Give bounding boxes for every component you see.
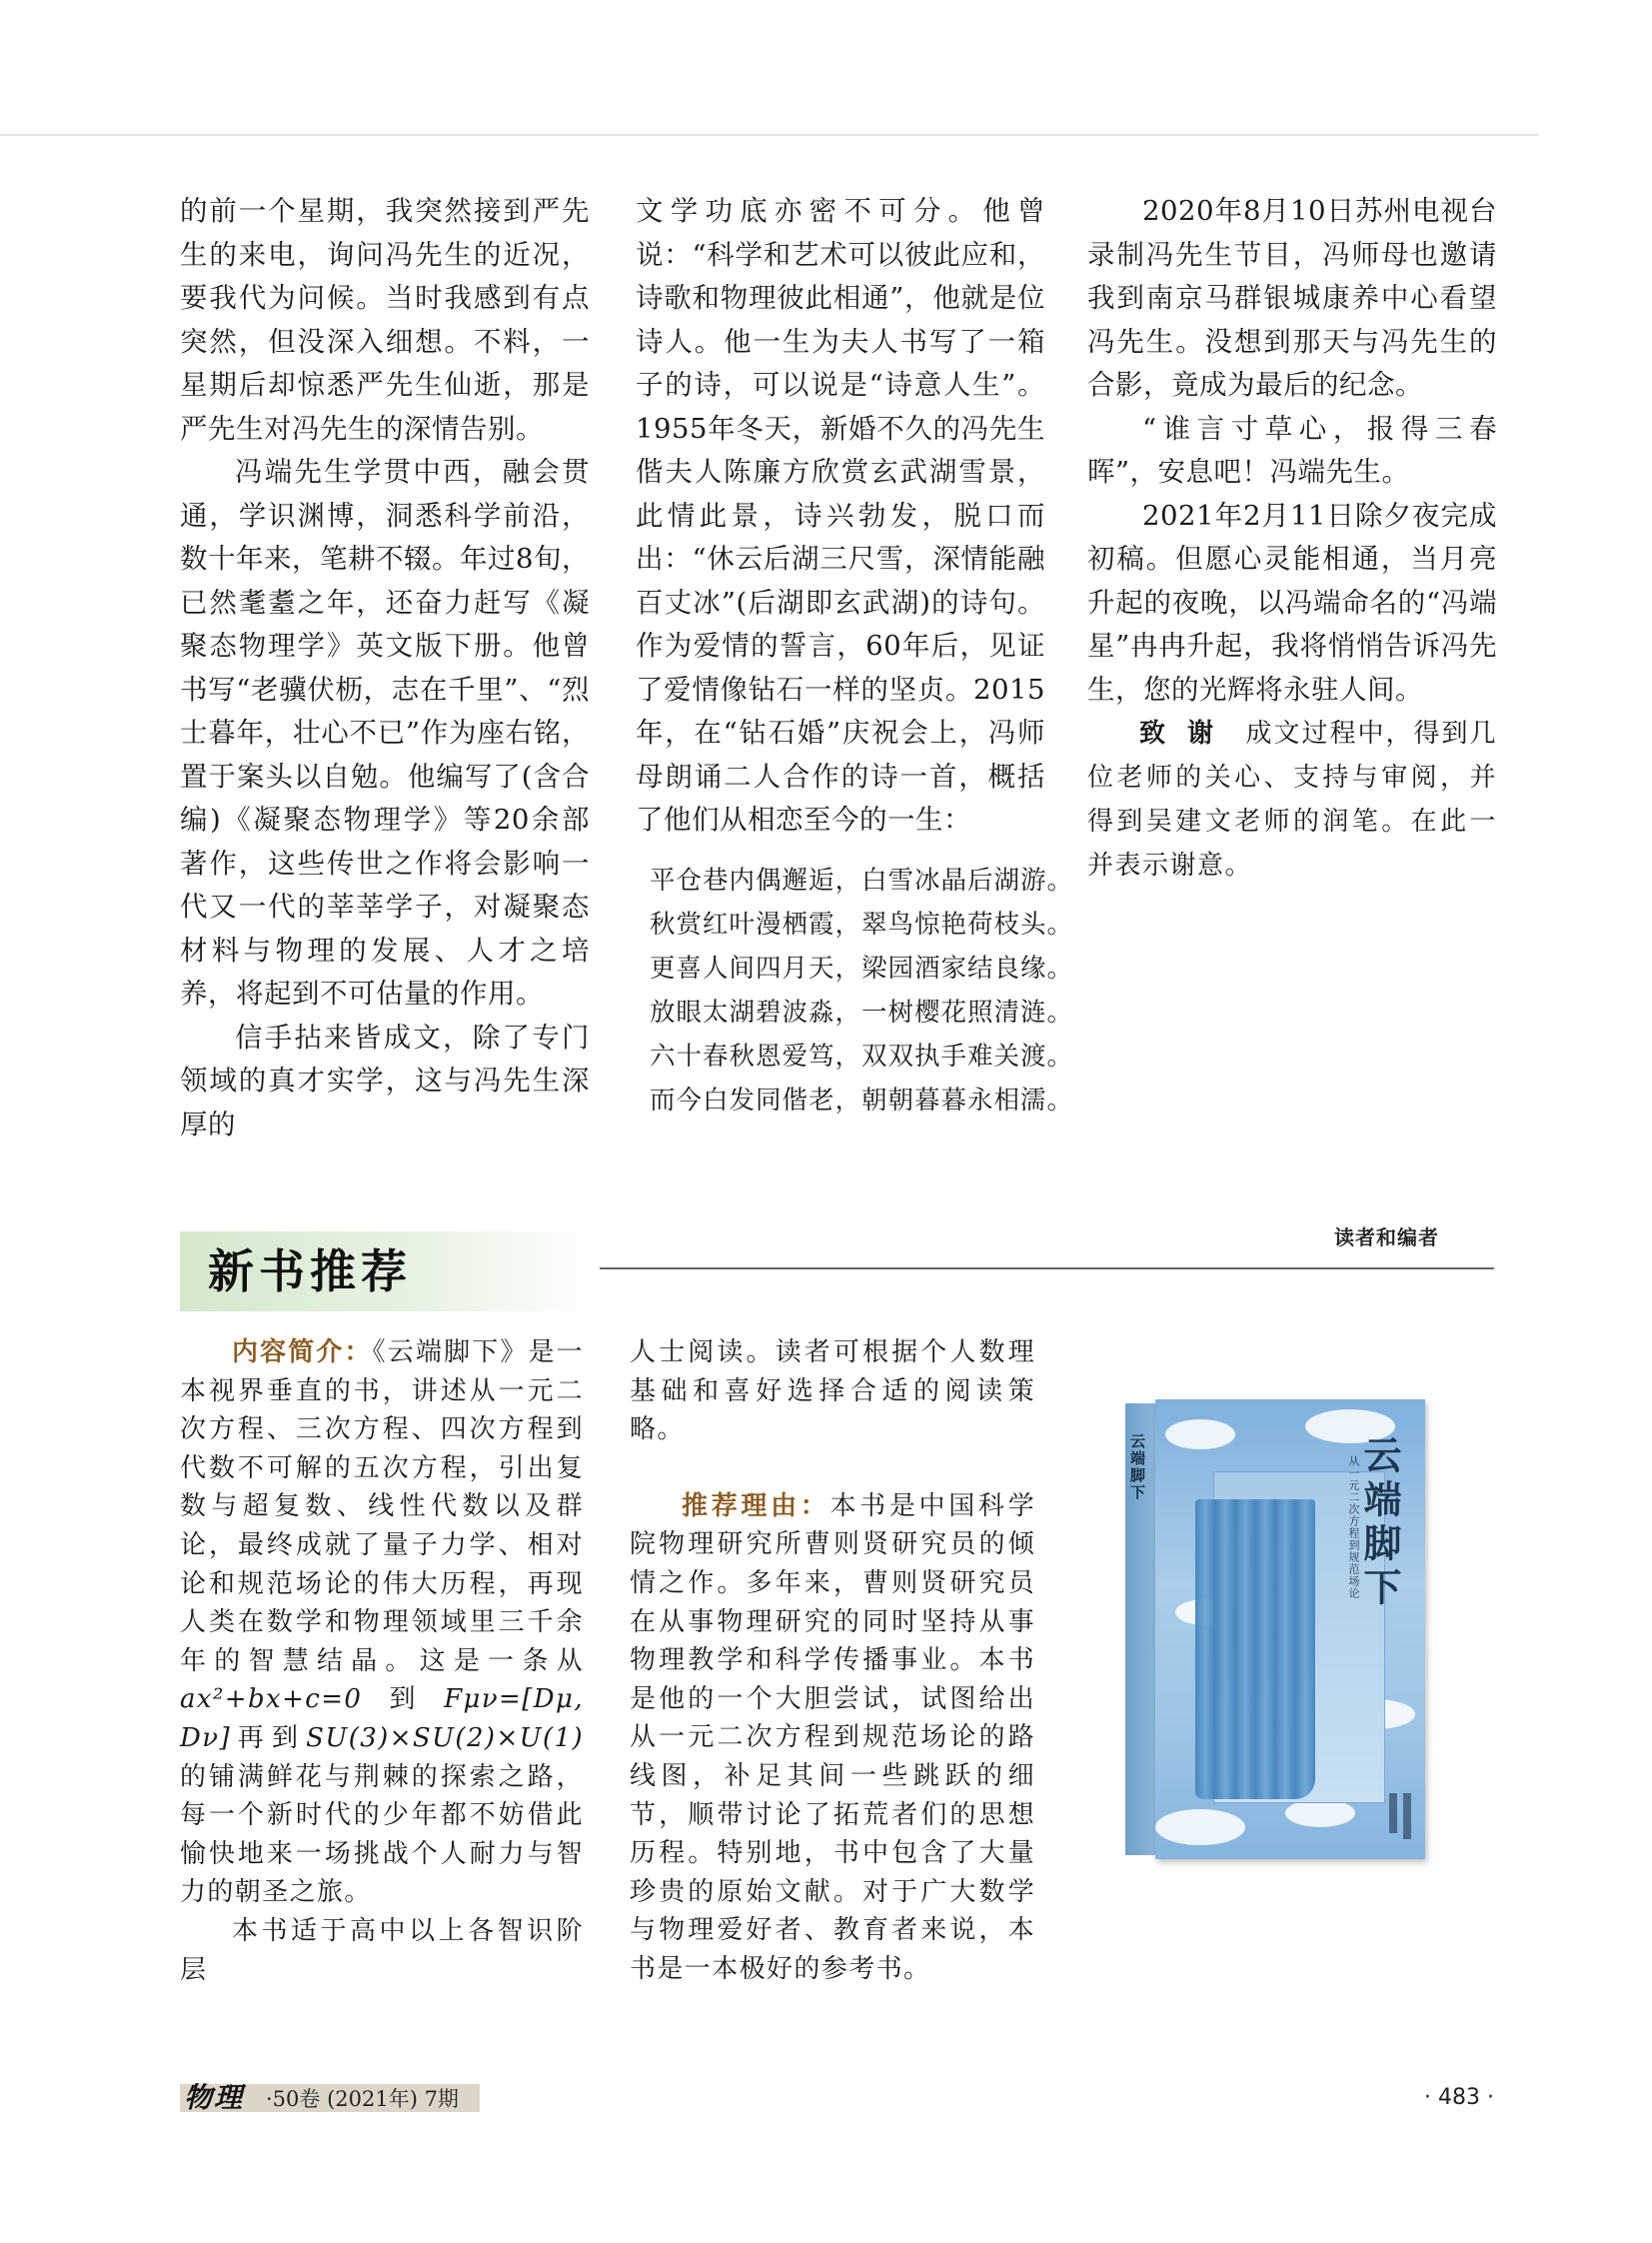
- cloud-shape: [1155, 1809, 1245, 1845]
- equation: ax²+bx+c=0: [180, 1684, 363, 1715]
- recommend-paragraph: [630, 1487, 1035, 1989]
- intro-text: 再到: [231, 1722, 307, 1753]
- equation: Fμν=[Dμ, Dν]: [180, 1684, 584, 1753]
- intro-text: 的铺满鲜花与荆棘的探索之路，每一个新时代的少年都不妨借此愉快地来一场挑战个人耐力与智力的朝圣之旅。: [180, 1761, 584, 1908]
- poem: [636, 859, 1074, 1122]
- intro-text: 到: [362, 1684, 445, 1715]
- recommend-text: 本书是中国科学院物理研究所曹则贤研究员的倾情之作。多年来，曹则贤研究员在从事物理研究的同时坚持从事物理教学和科学传播事业。本书是他的一个大胆尝试，试图给出从一元二次方程到规范场论的路线图，补足其间一些跳跃的细节，顺带讨论了拓荒者们的思想历程。特别地，书中包含了大量珍贵的原始文献。对于广大数学与物理爱好者、教育者来说，本书是一本极好的参考书。: [630, 1490, 1035, 1984]
- book-intro-paragraph: [180, 1333, 584, 1912]
- poem-line: 放眼太湖碧波淼，一树樱花照清涟。: [650, 997, 1074, 1028]
- curtain-illustration: [1195, 1499, 1315, 1799]
- article-paragraph: 文学功底亦密不可分。他曾说：“科学和艺术可以彼此应和，诗歌和物理彼此相通”，他就是位诗人。他一生为夫人书写了一箱子的诗，可以说是“诗意人生”。1955年冬天，新婚不久的冯先生偕夫人陈廉方欣赏玄武湖雪景，此情此景，诗兴勃发，脱口而出：“休云后湖三尺雪，深情能融百丈冰”(后湖即玄武湖)的诗句。作为爱情的誓言，60年后，见证了爱情像钻石一样的坚贞。2015年，在“钻石婚”庆祝会上，冯师母朗诵二人合作的诗一首，概括了他们从相恋至今的一生：: [636, 195, 1045, 836]
- recommend-column: [630, 1333, 1035, 1989]
- intro-text: 《云端脚下》是一本视界垂直的书，讲述从一元二次方程、三次方程、四次方程到代数不可解的五次方程，引出复数与超复数、线性代数以及群论，最终成就了量子力学、相对论和规范场论的伟大历程，再现人类在数学和物理领域里三千余年的智慧结晶。这是一条从: [180, 1337, 584, 1676]
- acknowledgement: [1087, 712, 1497, 888]
- top-divider: [0, 134, 1539, 136]
- article-paragraph: 信手拈来皆成文，除了专门领域的真才实学，这与冯先生深厚的: [180, 1021, 590, 1140]
- acknowledgement-text: 成文过程中，得到几位老师的关心、支持与审阅，并得到吴建文老师的润笔。在此一并表示谢意。: [1087, 719, 1497, 881]
- journal-logo: 物理: [184, 2081, 245, 2114]
- book-spine: [1125, 1403, 1155, 1855]
- section-title: 新书推荐: [208, 1244, 412, 1298]
- poem-line: 秋赏红叶漫栖霞，翠鸟惊艳荷枝头。: [650, 909, 1074, 940]
- book-cover-subtitle: 从一元二次方程到规范场论: [1347, 1455, 1360, 1599]
- publisher-mark: [1389, 1793, 1397, 1833]
- book-cover-image: [1125, 1399, 1425, 1859]
- acknowledgement-label: 致 谢: [1139, 719, 1220, 749]
- book-front: [1155, 1399, 1425, 1859]
- recommend-label: 推荐理由：: [682, 1490, 830, 1521]
- book-intro-paragraph: 本书适于高中以上各智识阶层: [180, 1915, 584, 1985]
- article-column-2: [636, 190, 1074, 1122]
- article-paragraph: “谁言寸草心，报得三春晖”，安息吧！冯端先生。: [1087, 412, 1497, 488]
- poem-line: 而今白发同偕老，朝朝暮暮永相濡。: [650, 1085, 1074, 1116]
- article-paragraph: 2020年8月10日苏州电视台录制冯先生节目，冯师母也邀请我到南京马群银城康养中心看望冯先生。没想到那天与冯先生的合影，竟成为最后的纪念。: [1087, 195, 1497, 401]
- journal-issue: ·50卷 (2021年) 7期: [266, 2087, 459, 2111]
- book-intro-column: [180, 1333, 584, 1989]
- book-cover-title: 云端脚下: [1357, 1435, 1402, 1611]
- page-number: · 483 ·: [1424, 2085, 1494, 2110]
- article-column-3: [1087, 190, 1497, 888]
- publisher-mark: [1403, 1793, 1411, 1839]
- article-column-1: [180, 190, 590, 1146]
- article-paragraph: 冯端先生学贯中西，融会贯通，学识渊博，洞悉科学前沿，数十年来，笔耕不辍。年过8旬，已然耄耋之年，还奋力赶写《凝聚态物理学》英文版下册。他曾书写“老骥伏枥，志在千里”、“烈士暮年，壮心不已”作为座右铭，置于案头以自勉。他编写了(含合编)《凝聚态物理学》等20余部著作，这些传世之作将会影响一代又一代的莘莘学子，对凝聚态材料与物理的发展、人才之培养，将起到不可估量的作用。: [180, 456, 590, 1010]
- poem-line: 平仓巷内偶邂逅，白雪冰晶后湖游。: [650, 865, 1074, 896]
- poem-line: 更喜人间四月天，梁园酒家结良缘。: [650, 953, 1074, 984]
- article-paragraph: 2021年2月11日除夕夜完成初稿。但愿心灵能相通，当月亮升起的夜晚，以冯端命名的“冯端星”冉冉升起，我将悄悄告诉冯先生，您的光辉将永驻人间。: [1087, 499, 1497, 706]
- intro-label: 内容简介：: [232, 1337, 373, 1367]
- equation: SU(3)×SU(2)×U(1): [306, 1722, 584, 1753]
- section-label: 读者和编者: [1334, 1225, 1439, 1249]
- book-intro-continuation: 人士阅读。读者可根据个人数理基础和喜好选择合适的阅读策略。: [630, 1337, 1035, 1445]
- section-rule: [600, 1267, 1494, 1269]
- poem-line: 六十春秋恩爱笃，双双执手难关渡。: [650, 1041, 1074, 1072]
- cloud-shape: [1165, 1419, 1235, 1449]
- book-spine-title: 云端脚下: [1128, 1433, 1146, 1501]
- article-paragraph: 的前一个星期，我突然接到严先生的来电，询问冯先生的近况，要我代为问候。当时我感到有点突然，但没深入细想。不料，一星期后却惊悉严先生仙逝，那是严先生对冯先生的深情告别。: [180, 195, 590, 445]
- cloud-shape: [1285, 1799, 1355, 1827]
